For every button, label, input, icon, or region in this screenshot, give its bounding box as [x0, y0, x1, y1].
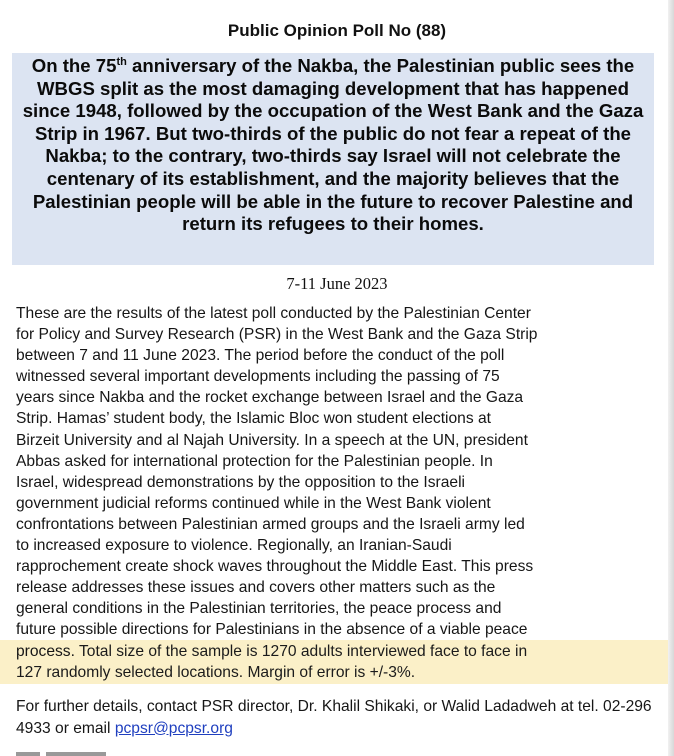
contact-text: For further details, contact PSR director, Dr. Khalil Shikaki, or Walid Ladadweh at tel. 02-296 4933 or email	[16, 698, 652, 737]
headline	[14, 55, 652, 236]
headline-part1: On the 75	[31, 55, 117, 76]
poll-title: Public Opinion Poll No (88)	[227, 21, 447, 40]
body-paragraph	[16, 303, 656, 683]
poll-date: 7-11 June 2023	[286, 274, 388, 293]
body-main-text: These are the results of the latest poll conducted by the Palestinian Center for Policy and Survey Research (PSR) in the West Bank and the Gaza Strip between 7 and 11 June 2023. The period before the conduct of the poll witnessed several important developments including the passing of 75 years since Nakba and the rocket exchange between Israel and the Gaza Strip. Hamas’ student body, the Islamic Bloc won student elections at Birzeit University and al Najah University. In a speech at the UN, president Abbas asked for international protection for the Palestinian people. In Israel, widespread demonstrations by the opposition to the Israeli government judicial reforms continued while in the West Bank violent confrontations between Palestinian armed groups and the Israeli army led to increased exposure to violence. Regionally, an Iranian-Saudi rapprochement create shock waves throughout the Middle East. This press release addresses these issues and covers other matters such as the general conditions in the Palestinian territories, the peace process and future possible directions for Palestinians in the absence of a viable peace process.	[16, 305, 538, 660]
email-link[interactable]: pcpsr@pcpsr.org	[114, 719, 233, 737]
highlighted-sample-text: Total size of the sample is 1270 adults interviewed face to face in 127 randomly selected locations. Margin of error is +/-3%.	[16, 642, 528, 681]
headline-superscript: th	[116, 55, 127, 68]
contact-paragraph	[16, 696, 656, 739]
headline-part2: anniversary of the Nakba, the Palestinian public sees the WBGS split as the most damaging development that has happened since 1948, followed by the occupation of the West Bank and the Gaza Strip in 1967. But two-thirds of the public do not fear a repeat of the Nakba; to the contrary, two-thirds say Israel will not celebrate the centenary of its establishment, and the majority believes that the Palestinian people will be able in the future to recover Palestine and return its refugees to their homes.	[22, 55, 644, 235]
cut-off-next-heading	[16, 746, 136, 756]
page-edge	[668, 0, 674, 756]
